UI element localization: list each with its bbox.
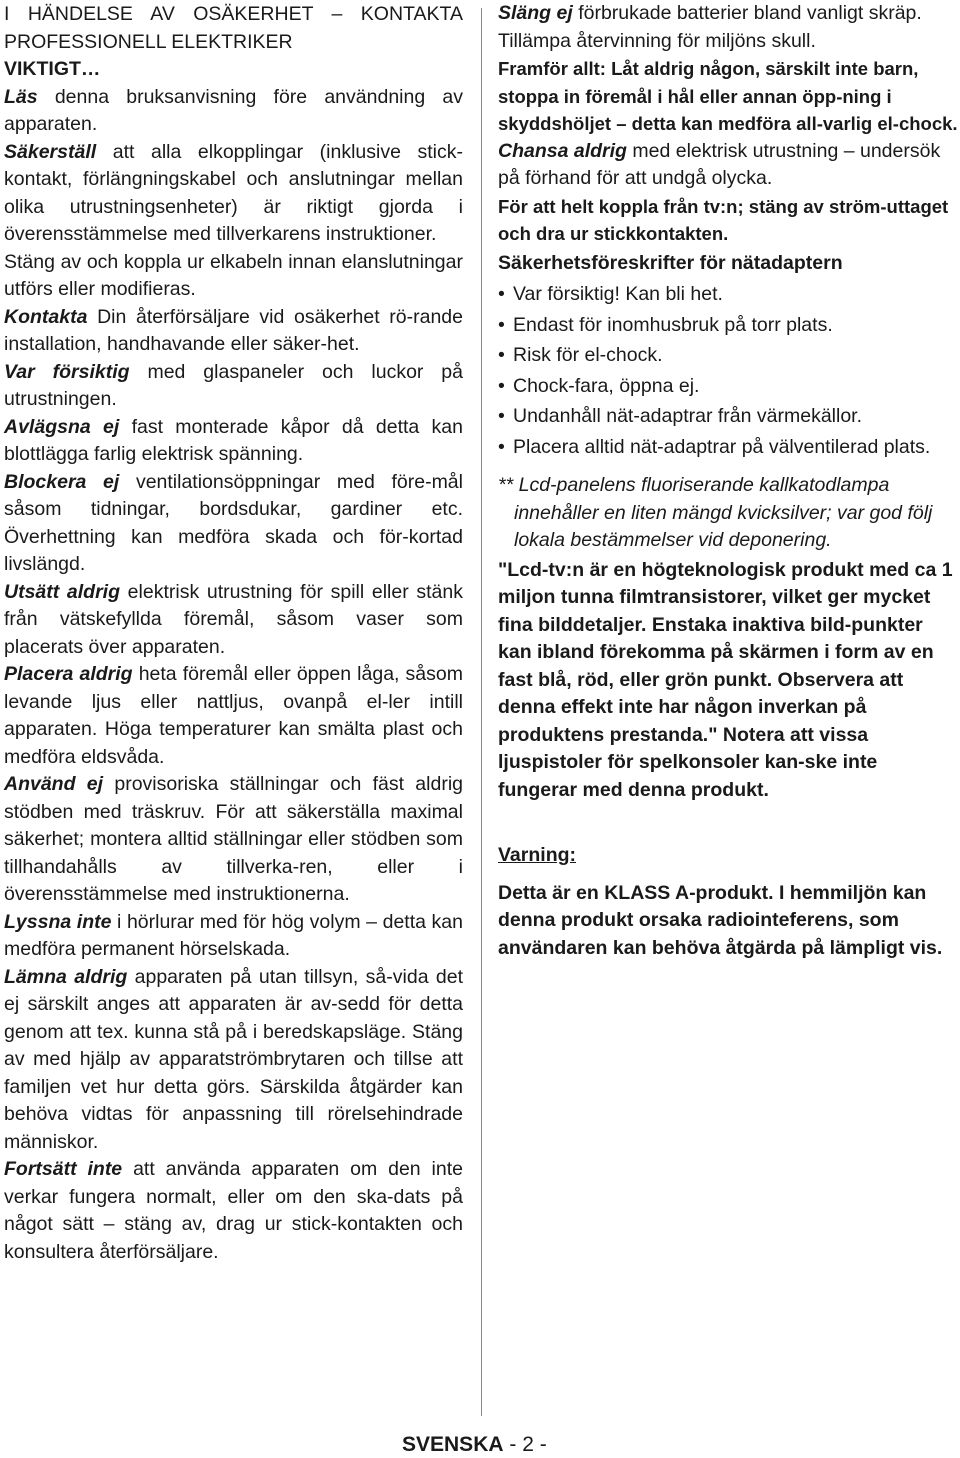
bullet-icon: • xyxy=(498,283,505,305)
paragraph-lead: Släng ej xyxy=(498,2,573,24)
adapter-safety-item xyxy=(498,371,958,402)
adapter-safety-item-text: Endast för inomhusbruk på torr plats. xyxy=(513,313,833,336)
safety-paragraph xyxy=(4,359,463,414)
adapter-safety-item-text: Undanhåll nät-adaptrar från värmekällor. xyxy=(513,405,863,427)
safety-paragraph xyxy=(4,139,463,249)
footer-language: SVENSKA xyxy=(402,1433,504,1456)
safety-paragraph xyxy=(4,579,463,662)
paragraph-text: provisoriska ställningar och fäst aldrig stödben med träskruv. För att säkerställa maximal säkerhet; montera alltid ställningar eller stödben som tillhandahålls av tillverka-ren, eller i överensstämmelse med instruktionerna. xyxy=(4,773,463,905)
batteries-paragraph xyxy=(498,0,958,55)
bullet-icon: • xyxy=(498,435,505,458)
paragraph-text: denna bruksanvisning före användning av apparaten. xyxy=(4,85,463,135)
lcd-pixel-info: "Lcd-tv:n är en högteknologisk produkt med ca 1 miljon tunna filmtransistorer, vilket ger mycket fina bilddetaljer. Enstaka inaktiva bild-punkter kan ibland förekomma på skärmen i form av en fast blå, röd, eller grön punkt. Observera att denna effekt inte har någon inverkan på produktens prestanda." Notera att vissa ljuspistoler för spelkonsoler kan-ske inte fungerar med denna produkt. xyxy=(498,558,953,801)
lcd-mercury-note: ** Lcd-panelens fluoriserande kallkatodlampa innehåller en liten mängd kvicksilver; var god följ lokala bestämmelser vid deponering. xyxy=(498,474,933,551)
paragraph-lead: Var försiktig xyxy=(4,360,130,383)
paragraph-lead: Avlägsna ej xyxy=(4,415,120,438)
adapter-safety-list xyxy=(498,279,958,462)
paragraph-lead: Blockera ej xyxy=(4,470,120,493)
paragraph-text: apparaten på utan tillsyn, så-vida det ej särskilt anges att apparaten är av-sedd för detta genom att tex. kunna stå på i beredskapsläge. Stäng av med hjälp av apparatströmbrytaren och tillse att familjen vet hur detta görs. Särskilda åtgärder kan behöva vidtas för anpassning till rörelsehindrade människor. xyxy=(4,965,463,1153)
paragraph-text: Stäng av och koppla ur elkabeln innan elanslutningar utförs eller modifieras. xyxy=(4,250,463,300)
paragraph-text: fast monterade kåpor då detta kan blottlägga farlig elektrisk spänning. xyxy=(4,415,463,465)
paragraph-text: Din återförsäljare vid osäkerhet rö-rande installation, handhavande eller säker-het. xyxy=(4,305,463,355)
paragraph-text: ventilationsöppningar med före-mål såsom tidningar, bordsdukar, gardiner etc. Överhettning kan medföra skada och för-kortad livslängd. xyxy=(4,470,463,575)
safety-paragraph xyxy=(4,909,463,964)
safety-paragraph xyxy=(4,84,463,139)
footer-page-number: - 2 - xyxy=(503,1433,547,1456)
warning-heading: Varning: xyxy=(498,844,577,866)
class-a-warning: Detta är en KLASS A-produkt. I hemmiljön kan denna produkt orsaka radiointeferens, som användaren kan behöva åtgärda på lämpligt vis. xyxy=(498,881,943,959)
paragraph-text: i hörlurar med för hög volym – detta kan medföra permanent hörselskada. xyxy=(4,910,463,960)
paragraph-lead: Fortsätt inte xyxy=(4,1158,123,1180)
paragraph-text: att alla elkopplingar (inklusive stick-kontakt, förlängningskabel och anslutningar mellan olika utrustningsenheter) är riktigt gjorda i överensstämmelse med tillverkarens instruktioner. xyxy=(4,140,463,245)
safety-paragraph xyxy=(4,249,463,304)
adapter-safety-item xyxy=(498,401,958,432)
paragraph-lead: Utsätt aldrig xyxy=(4,580,121,603)
bullet-icon: • xyxy=(498,313,505,336)
column-divider xyxy=(481,8,482,1416)
paragraph-text: med glaspaneler och luckor på utrustningen. xyxy=(4,360,464,410)
paragraph-text: att använda apparaten om den inte verkar fungera normalt, eller om den ska-dats på något sätt – stäng av, drag ur stick-kontakten och konsultera återförsäljare. xyxy=(4,1158,464,1263)
paragraph-lead: Placera aldrig xyxy=(4,663,133,685)
paragraph-text: heta föremål eller öppen låga, såsom levande ljus eller nattljus, ovanpå el-ler intill apparaten. Höga temperaturer kan smälta plast och medföra eldsvåda. xyxy=(4,663,463,768)
safety-instructions-list xyxy=(4,84,463,1267)
safety-paragraph xyxy=(4,661,463,771)
paragraph-text: med elektrisk utrustning – undersök på förhand för att undgå olycka. xyxy=(498,139,941,189)
paragraph-lead: Läs xyxy=(4,85,38,108)
safety-paragraph xyxy=(4,964,463,1157)
header-contact-electrician: I HÄNDELSE AV OSÄKERHET – KONTAKTA PROFESSIONELL ELEKTRIKER xyxy=(4,3,463,53)
paragraph-lead: Lämna aldrig xyxy=(4,965,128,988)
paragraph-lead: Kontakta xyxy=(4,305,88,328)
safety-paragraph xyxy=(4,771,463,909)
adapter-safety-item-text: Placera alltid nät-adaptrar på välventilerad plats. xyxy=(513,435,931,458)
chansa-paragraph xyxy=(498,138,958,193)
children-warning: Framför allt: Låt aldrig någon, särskilt inte barn, stoppa in föremål i hål eller annan öpp-ning i skyddshöljet – detta kan medföra all-varlig el-chock. xyxy=(498,58,958,134)
page-footer xyxy=(402,1432,547,1458)
safety-paragraph xyxy=(4,414,463,469)
important-heading: VIKTIGT… xyxy=(4,58,101,80)
adapter-safety-item-text: Var försiktig! Kan bli het. xyxy=(513,283,723,305)
paragraph-lead: Chansa aldrig xyxy=(498,139,627,162)
adapter-safety-item xyxy=(498,432,958,463)
paragraph-lead: Lyssna inte xyxy=(4,910,112,933)
adapter-safety-item xyxy=(498,310,958,341)
adapter-safety-item-text: Chock-fara, öppna ej. xyxy=(513,374,700,397)
paragraph-text: elektrisk utrustning för spill eller stänk från vätskefyllda föremål, såsom vaser som placerats över apparaten. xyxy=(4,580,463,658)
bullet-icon: • xyxy=(498,405,505,427)
adapter-safety-item xyxy=(498,340,958,371)
adapter-safety-item xyxy=(498,279,958,310)
bullet-icon: • xyxy=(498,374,505,397)
bullet-icon: • xyxy=(498,344,505,366)
safety-paragraph xyxy=(4,469,463,579)
safety-paragraph xyxy=(4,1156,463,1266)
adapter-safety-item-text: Risk för el-chock. xyxy=(513,344,663,366)
adapter-safety-heading: Säkerhetsföreskrifter för nätadaptern xyxy=(498,251,843,274)
right-column xyxy=(498,0,958,962)
safety-paragraph xyxy=(4,304,463,359)
paragraph-lead: Använd ej xyxy=(4,773,104,795)
paragraph-lead: Säkerställ xyxy=(4,140,97,163)
disconnect-instruction: För att helt koppla från tv:n; stäng av ström-uttaget och dra ur stickkontakten. xyxy=(498,195,949,244)
left-column xyxy=(4,0,463,1266)
paragraph-text: förbrukade batterier bland vanligt skräp. Tillämpa återvinning för miljöns skull. xyxy=(498,2,922,52)
